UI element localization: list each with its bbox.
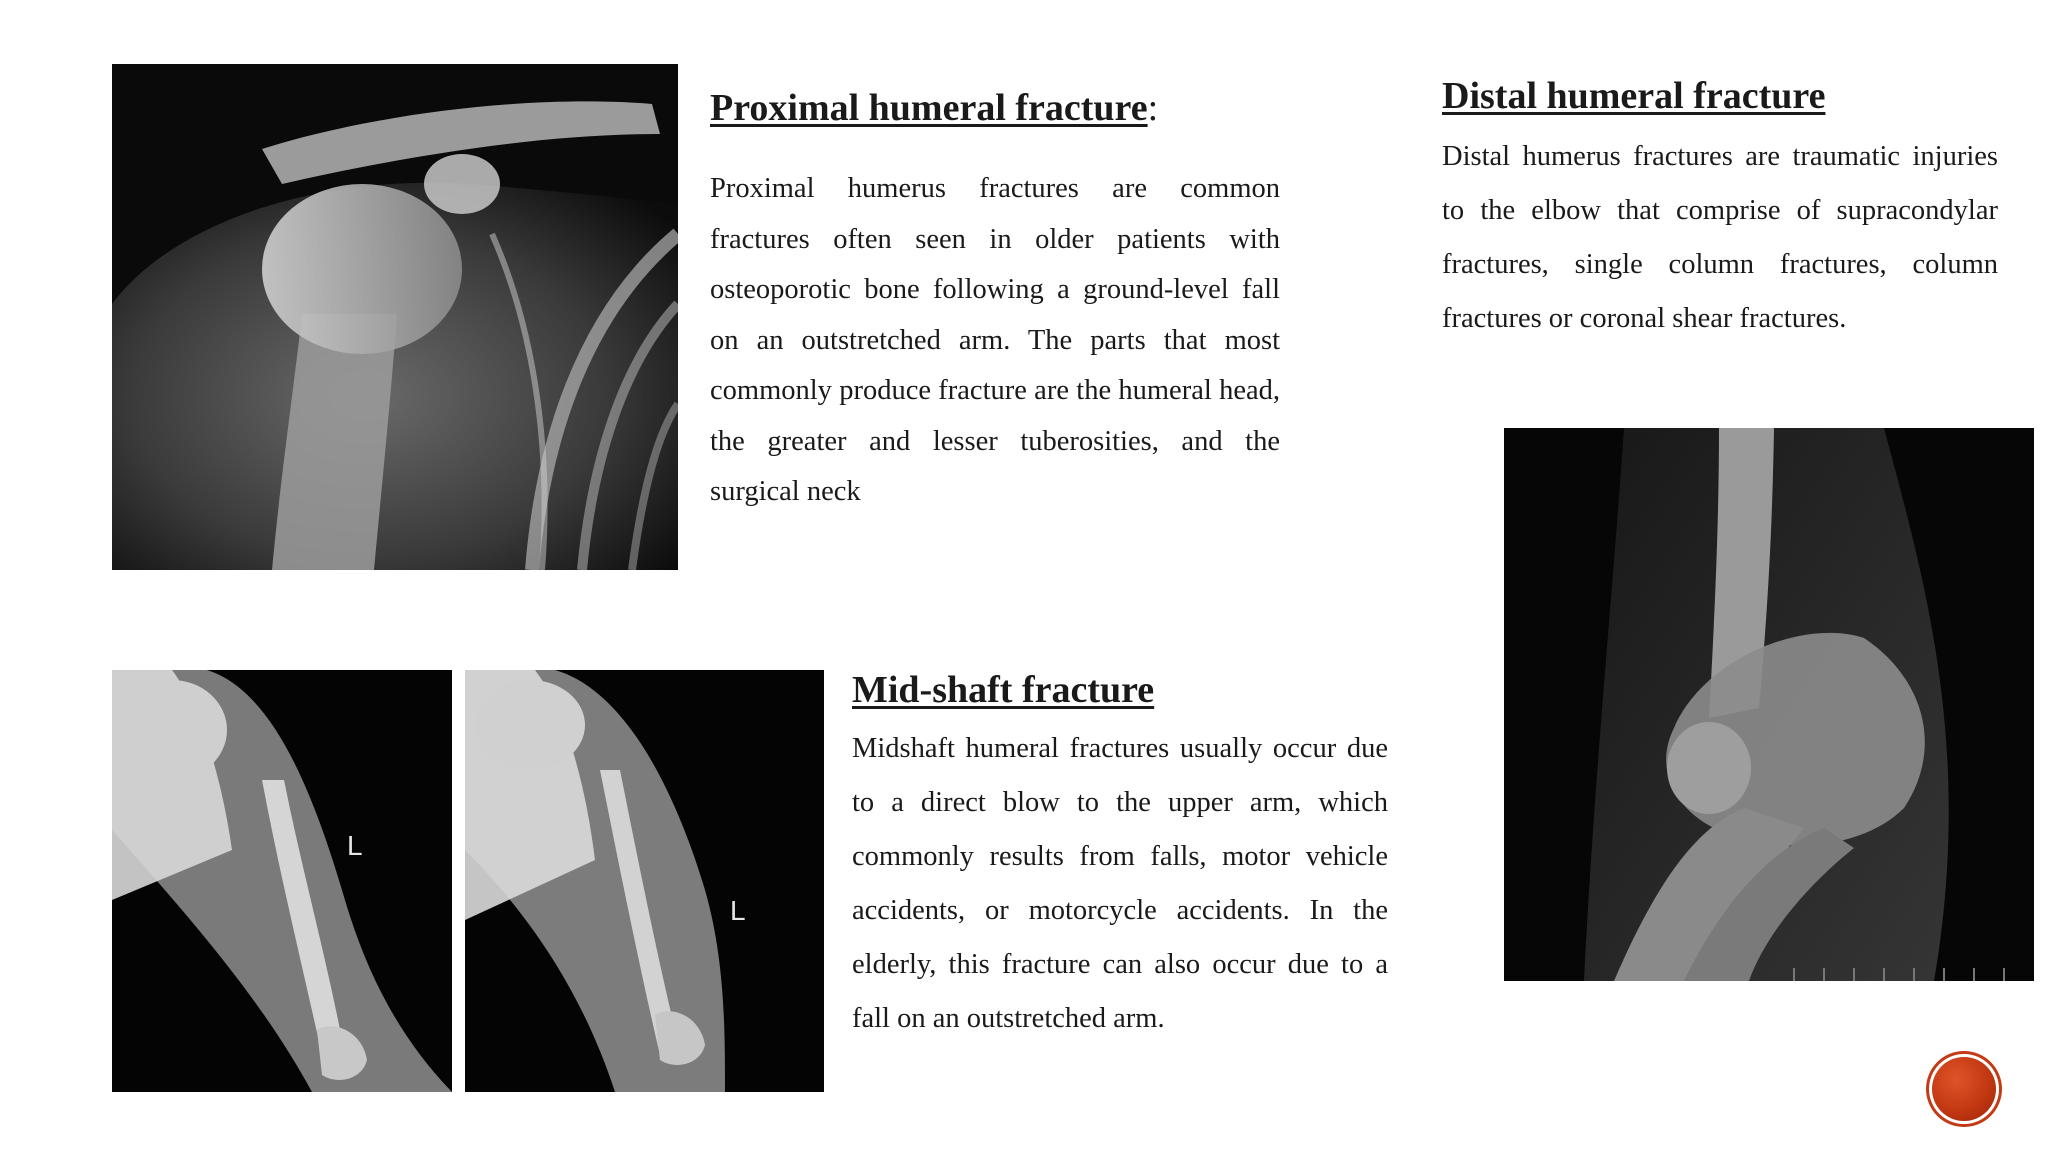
midshaft-marker-2: L [730,895,746,926]
midshaft-description: Midshaft humeral fractures usually occur due to a direct blow to the upper arm, which commonly results from falls, motor vehicle accidents, or motorcycle accidents. In the elderly, this fracture can also occur due to a fall on an outstretched arm. [852,733,1388,1034]
midshaft-section [852,668,1388,1046]
proximal-description: Proximal humerus fractures are common fractures often seen in older patients with osteoporotic bone following a ground-level fall on an outstretched arm. The parts that most commonly produce fracture are the humeral head, the greater and lesser tuberosities, and the surgical neck [710,173,1280,507]
midshaft-heading: Mid-shaft fracture [852,669,1155,711]
proximal-xray-image [112,64,678,570]
distal-xray-image [1504,428,2034,981]
distal-description: Distal humerus fractures are traumatic injuries to the elbow that comprise of supracondylar fractures, single column fractures, column fractures or coronal shear fractures. [1442,141,1998,334]
distal-heading: Distal humeral fracture [1442,75,1826,117]
distal-section [1442,74,1998,346]
proximal-heading [710,86,1280,130]
proximal-section [710,86,1280,518]
midshaft-xray-image-1 [112,670,452,1092]
midshaft-xray-image-2 [465,670,824,1092]
proximal-heading-colon: : [1147,87,1159,129]
proximal-heading-text: Proximal humeral fracture [710,87,1148,129]
midshaft-marker-1: L [347,830,363,861]
slide-logo-icon [1926,1051,2002,1127]
